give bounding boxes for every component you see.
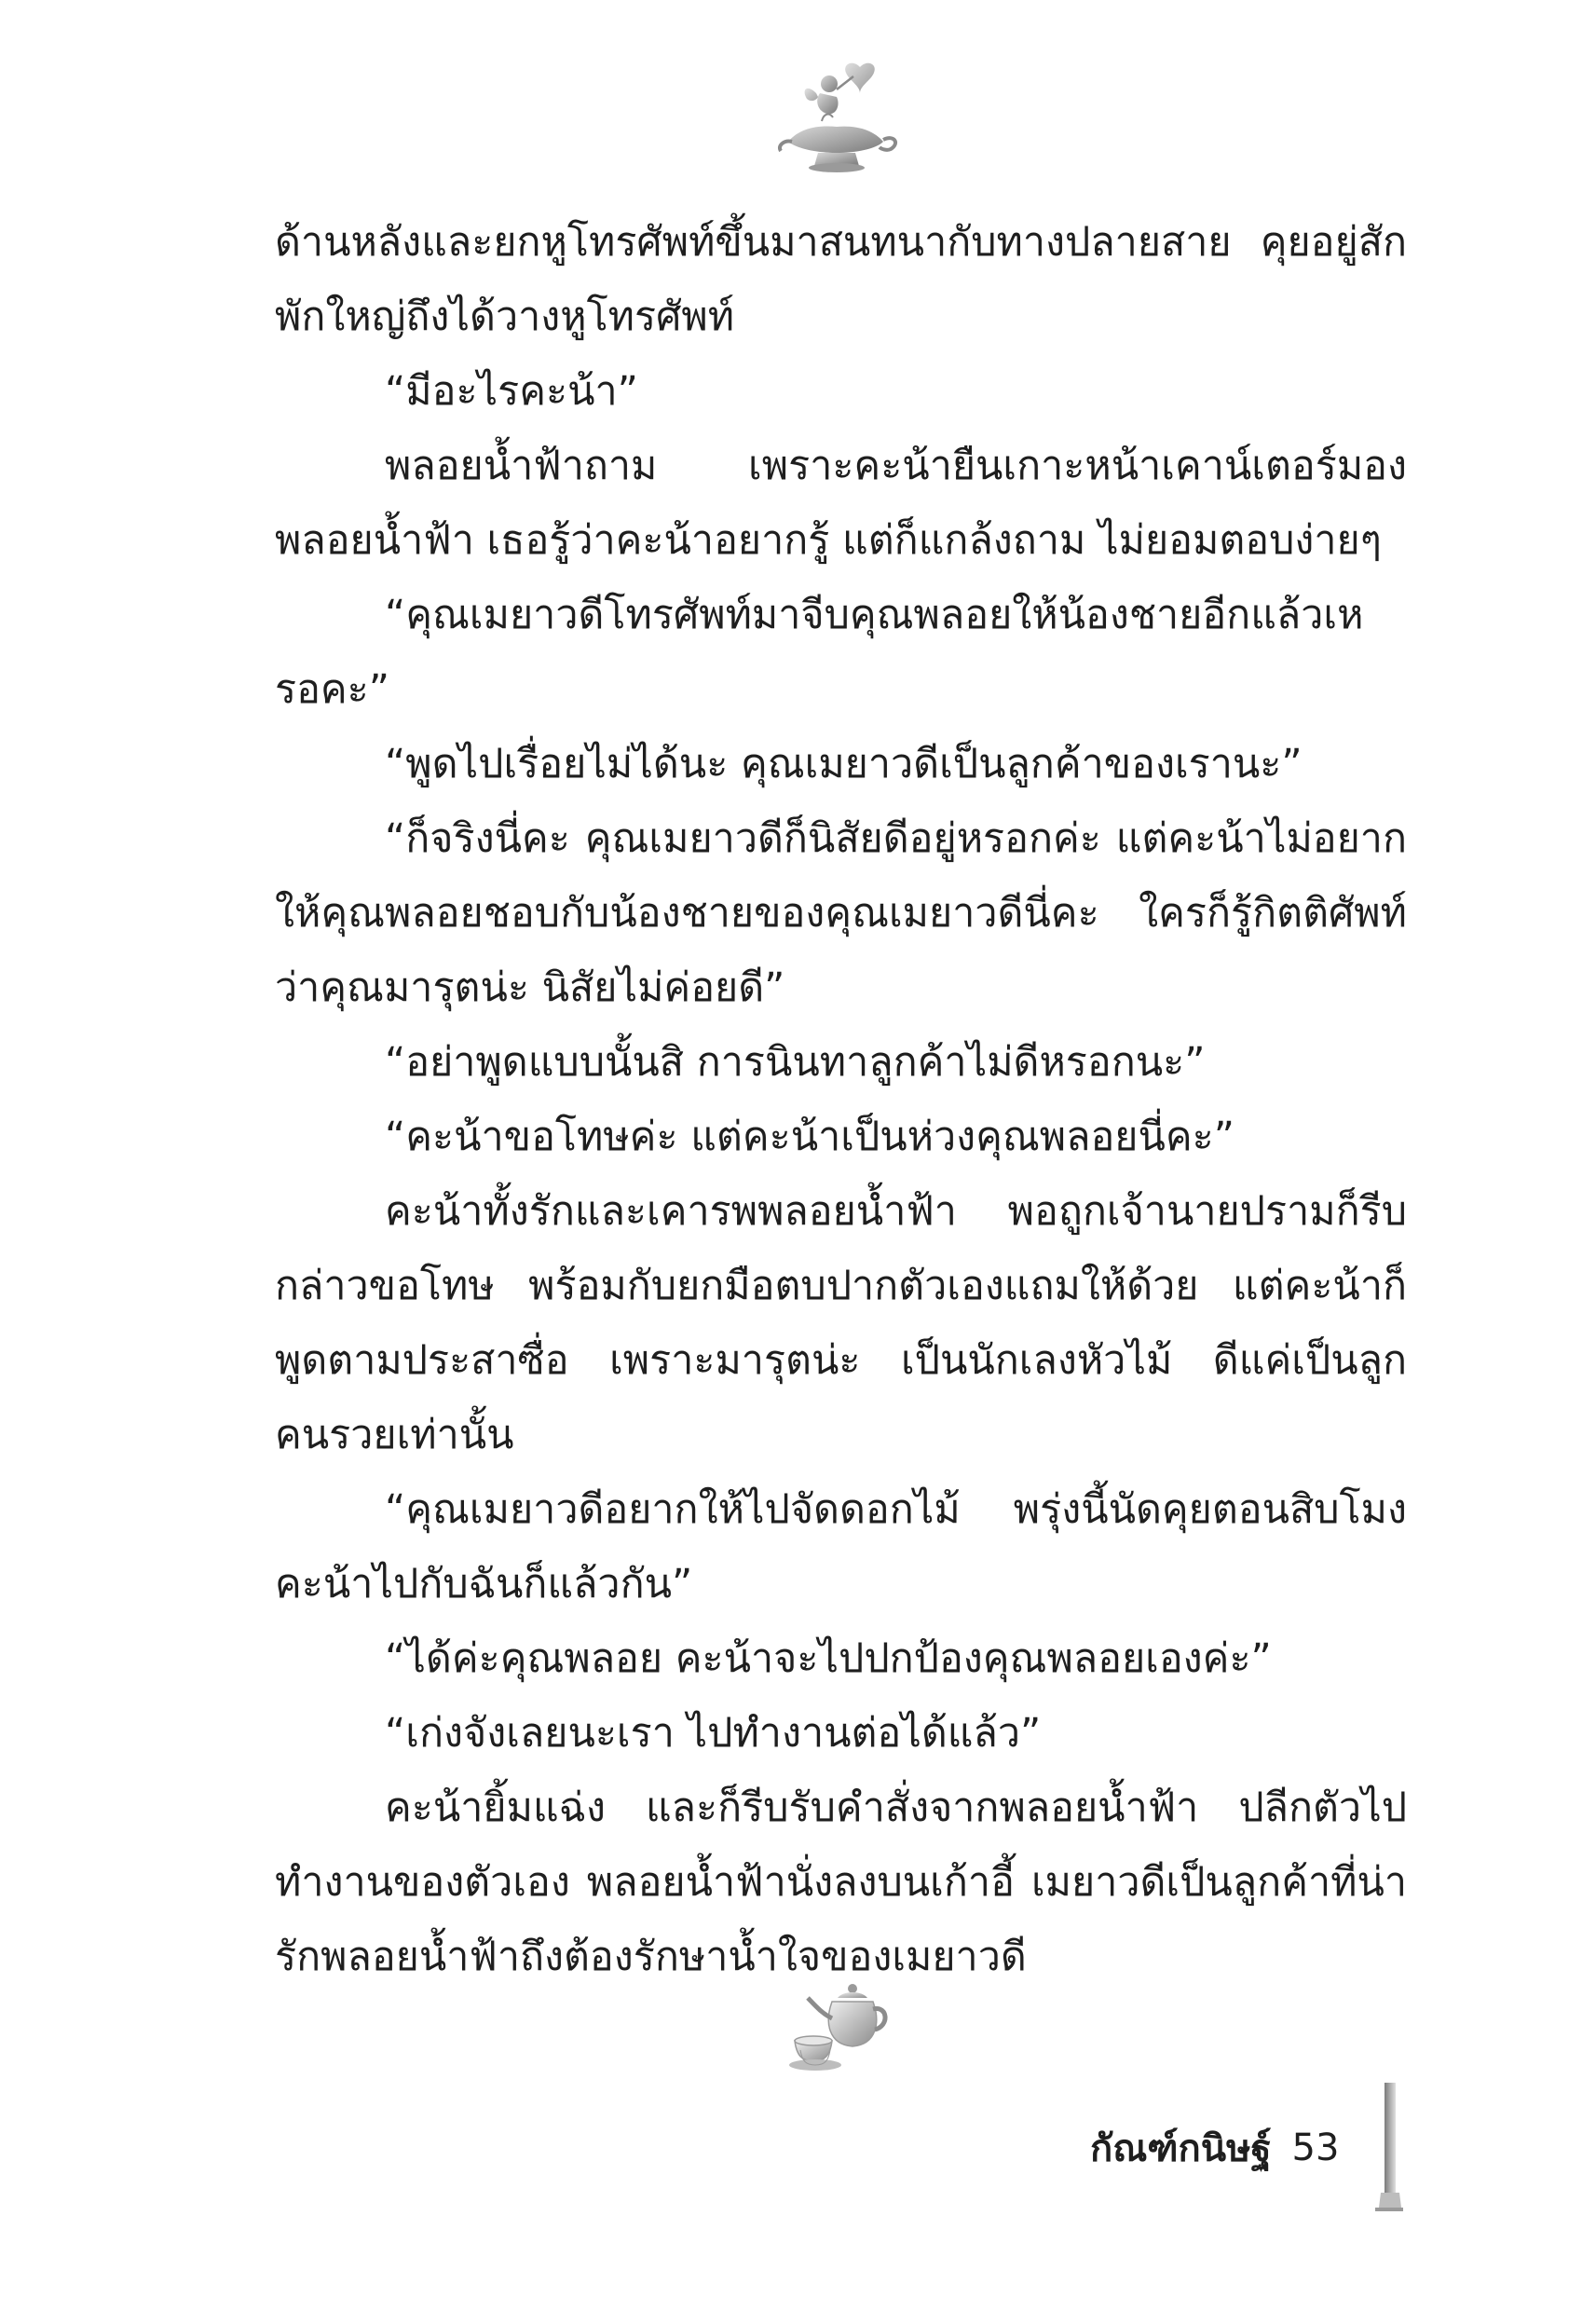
paragraph: ด้านหลังและยกหูโทรศัพท์ขึ้นมาสนทนากับทางปลายสาย คุยอยู่สักพักใหญ่ถึงได้วางหูโทรศัพท์ bbox=[275, 219, 1407, 340]
teapot-and-cup-ornament-icon bbox=[787, 1976, 899, 2078]
paragraph: “คะน้าขอโทษค่ะ แต่คะน้าเป็นห่วงคุณพลอยนี่คะ” bbox=[385, 1114, 1235, 1160]
page-number: 53 bbox=[1291, 2126, 1340, 2169]
paragraph: “คุณเมยาวดีโทรศัพท์มาจีบคุณพลอยให้น้องชายอีกแล้วเหรอคะ” bbox=[275, 592, 1364, 713]
paragraph: “มีอะไรคะน้า” bbox=[385, 368, 638, 415]
paragraph: “ได้ค่ะคุณพลอย คะน้าจะไปปกป้องคุณพลอยเองค่ะ” bbox=[385, 1635, 1272, 1682]
cupid-teapot-ornament-icon bbox=[771, 56, 902, 186]
paragraph: “อย่าพูดแบบนั้นสิ การนินทาลูกค้าไม่ดีหรอกนะ” bbox=[385, 1039, 1206, 1086]
book-title: กัณฑ์กนิษฐ์ bbox=[1090, 2127, 1272, 2170]
paragraph: คะน้ายิ้มแฉ่ง และก็รีบรับคำสั่งจากพลอยน้ำฟ้า ปลีกตัวไปทำงานของตัวเอง พลอยน้ำฟ้านั่งลงบนเก้าอี้ เมยาวดีเป็นลูกค้าที่น่ารักพลอยน้ำฟ้าถึงต้องรักษาน้ำใจของเมยาวดี bbox=[275, 1785, 1407, 1980]
paragraph: “คุณเมยาวดีอยากให้ไปจัดดอกไม้ พรุ่งนี้นัดคุยตอนสิบโมงคะน้าไปกับฉันก็แล้วกัน” bbox=[275, 1486, 1407, 1607]
paragraph: คะน้าทั้งรักและเคารพพลอยน้ำฟ้า พอถูกเจ้านายปรามก็รีบกล่าวขอโทษ พร้อมกับยกมือตบปากตัวเองแถมให้ด้วย แต่คะน้าก็พูดตามประสาซื่อ เพราะมารุตน่ะ เป็นนักเลงหัวไม้ ดีแค่เป็นลูกคนรวยเท่านั้น bbox=[275, 1188, 1407, 1458]
paragraph: “พูดไปเรื่อยไม่ได้นะ คุณเมยาวดีเป็นลูกค้าของเรานะ” bbox=[385, 741, 1303, 787]
page-tab-marker-icon bbox=[1371, 2083, 1407, 2222]
paragraph: “ก็จริงนี่คะ คุณเมยาวดีก็นิสัยดีอยู่หรอกค่ะ แต่คะน้าไม่อยากให้คุณพลอยชอบกับน้องชายของคุณเมยาวดีนี่คะ ใครก็รู้กิตติศัพท์ว่าคุณมารุตน่ะ นิสัยไม่ค่อยดี” bbox=[275, 815, 1407, 1011]
paragraph: “เก่งจังเลยนะเรา ไปทำงานต่อได้แล้ว” bbox=[385, 1710, 1042, 1757]
body-text bbox=[275, 205, 1407, 1994]
page-footer bbox=[1090, 2115, 1339, 2181]
paragraph: พลอยน้ำฟ้าถาม เพราะคะน้ายืนเกาะหน้าเคาน์เตอร์มองพลอยน้ำฟ้า เธอรู้ว่าคะน้าอยากรู้ แต่ก็แกล้งถาม ไม่ยอมตอบง่ายๆ bbox=[275, 443, 1407, 564]
